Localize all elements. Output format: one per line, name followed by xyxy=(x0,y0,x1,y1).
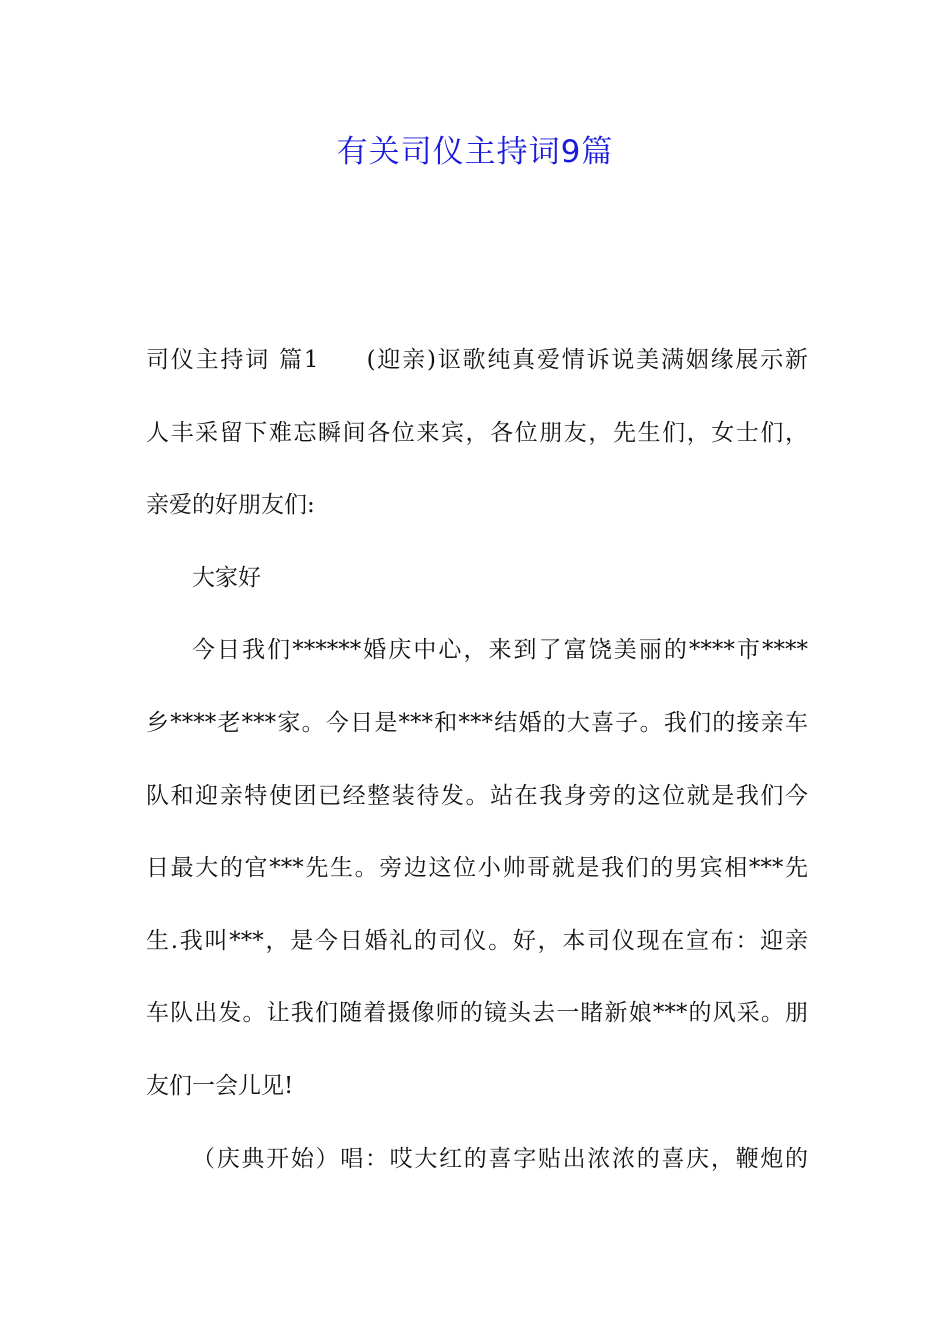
paragraph-line: 生.我叫***，是今日婚礼的司仪。好，本司仪现在宣布：迎亲 xyxy=(146,927,808,954)
paragraph-line: 日最大的官***先生。旁边这位小帅哥就是我们的男宾相***先 xyxy=(146,855,808,882)
document-title: 有关司仪主持词9篇 xyxy=(336,134,614,170)
section-heading: 司仪主持词 篇1 xyxy=(146,347,319,373)
paragraph-line xyxy=(146,333,808,388)
paragraph-line: 乡****老***家。今日是***和***结婚的大喜子。我们的接亲车 xyxy=(146,709,808,736)
paragraph-line: 车队出发。让我们随着摄像师的镜头去一睹新娘***的风采。朋 xyxy=(146,1000,808,1027)
paragraph-line: 友们一会儿见! xyxy=(146,1072,294,1099)
paragraph-line: 亲爱的好朋友们: xyxy=(146,492,315,519)
paragraph-line: （庆典开始）唱：哎大红的喜字贴出浓浓的喜庆，鞭炮的 xyxy=(192,1145,808,1172)
document-body xyxy=(146,333,808,1204)
paragraph-line: 今日我们******婚庆中心，来到了富饶美丽的****市**** xyxy=(192,637,808,664)
line-text: (迎亲)讴歌纯真爱情诉说美满姻缘展示新 xyxy=(366,347,808,373)
paragraph-line: 人丰采留下难忘瞬间各位来宾，各位朋友，先生们，女士们， xyxy=(146,419,808,446)
paragraph-line: 队和迎亲特使团已经整装待发。站在我身旁的这位就是我们今 xyxy=(146,782,808,809)
paragraph-line: 大家好 xyxy=(192,564,261,591)
